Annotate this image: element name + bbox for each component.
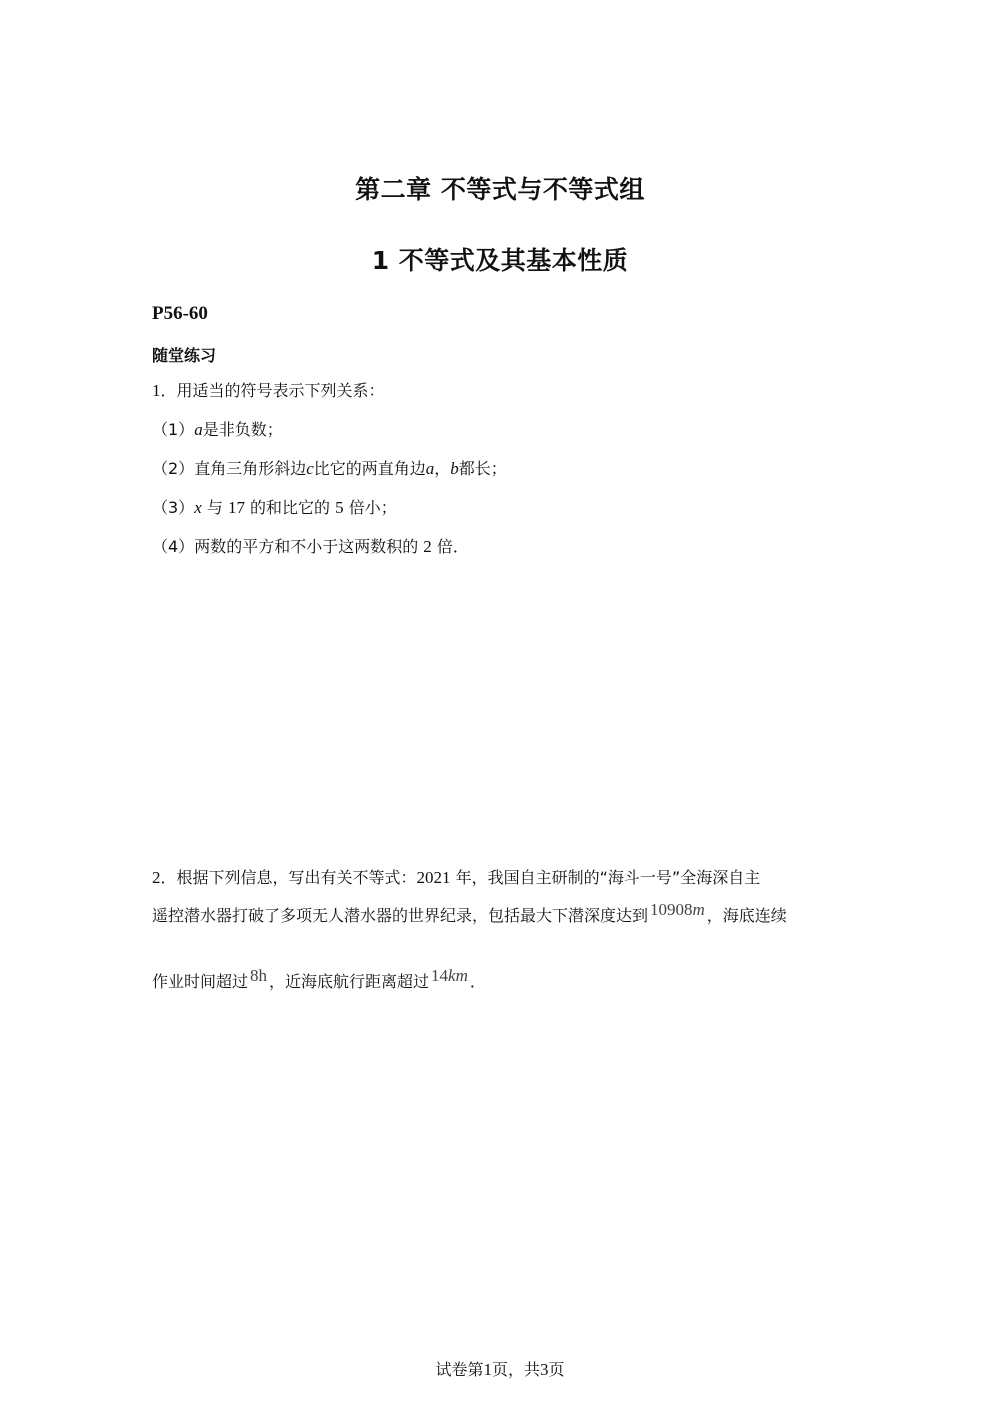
footer-text: 页: [548, 1360, 565, 1379]
depth-formula: [648, 900, 707, 919]
question-text: 作业时间超过: [152, 972, 249, 991]
variable-x: x: [194, 498, 202, 517]
page-range: P56-60: [152, 303, 208, 324]
item-label: （3）: [152, 498, 195, 517]
q1-item-1: [152, 420, 283, 440]
number-5: 5: [335, 498, 344, 517]
q1-item-4: [152, 537, 469, 557]
item-text: 比它的两直角边: [313, 459, 426, 478]
question-2-line-3: [152, 966, 486, 992]
item-text: 两数的平方和不小于这两数积的: [194, 537, 419, 556]
footer-text: 页，共: [491, 1360, 540, 1379]
distance-formula: [429, 966, 470, 985]
variable-a: a: [194, 420, 203, 439]
question-text: 遥控潜水器打破了多项无人潜水器的世界纪录，包括最大下潜深度达到: [152, 906, 649, 925]
footer-text: 试卷第: [435, 1360, 484, 1379]
footer-total-pages: 3: [540, 1360, 549, 1379]
item-label: （1）: [152, 420, 195, 439]
time-formula: [248, 966, 269, 985]
question-text: 根据下列信息，写出有关不等式：: [176, 868, 417, 887]
year: 2021: [416, 868, 451, 887]
question-text: ，近海底航行距离超过: [269, 972, 430, 991]
item-text: 的和比它的: [250, 498, 331, 517]
comma: ，: [434, 459, 451, 478]
time-unit: h: [258, 966, 268, 985]
depth-number: 10908: [650, 900, 693, 919]
distance-unit: km: [448, 966, 468, 985]
question-separator: ．: [160, 868, 177, 887]
variable-a: a: [425, 459, 435, 478]
variable-b: b: [450, 459, 459, 478]
question-text: ，海底连续: [706, 906, 787, 925]
question-number: 2: [152, 868, 161, 887]
practice-heading: 随堂练习: [152, 346, 217, 365]
item-label: （2）: [152, 459, 195, 478]
section-title: 1 不等式及其基本性质: [371, 246, 629, 275]
page-footer: [0, 1357, 1000, 1380]
distance-number: 14: [431, 966, 449, 985]
question-1: [152, 381, 385, 401]
number-17: 17: [227, 498, 245, 517]
chapter-title: 第二章 不等式与不等式组: [355, 175, 645, 204]
q1-item-3: [152, 498, 397, 518]
item-label: （4）: [152, 537, 195, 556]
item-text: 是非负数；: [202, 420, 283, 439]
time-number: 8: [250, 966, 259, 985]
question-text: 年，我国自主研制的“海斗一号”全海深自主: [455, 868, 761, 887]
depth-unit: m: [692, 900, 705, 919]
question-text: 用适当的符号表示下列关系：: [176, 381, 385, 400]
question-2-line-1: [152, 868, 760, 888]
q1-item-2: [152, 459, 507, 479]
item-text: 倍小；: [348, 498, 397, 517]
question-text: ．: [469, 972, 486, 991]
question-number: 1: [152, 381, 161, 400]
item-text: 倍．: [436, 537, 469, 556]
variable-c: c: [306, 459, 314, 478]
footer-page-number: 1: [483, 1360, 492, 1379]
question-2-line-2: [152, 900, 787, 926]
item-text: 都长；: [458, 459, 507, 478]
item-text: 直角三角形斜边: [194, 459, 307, 478]
question-separator: ．: [160, 381, 177, 400]
number-2: 2: [423, 537, 432, 556]
item-text: 与: [206, 498, 223, 517]
